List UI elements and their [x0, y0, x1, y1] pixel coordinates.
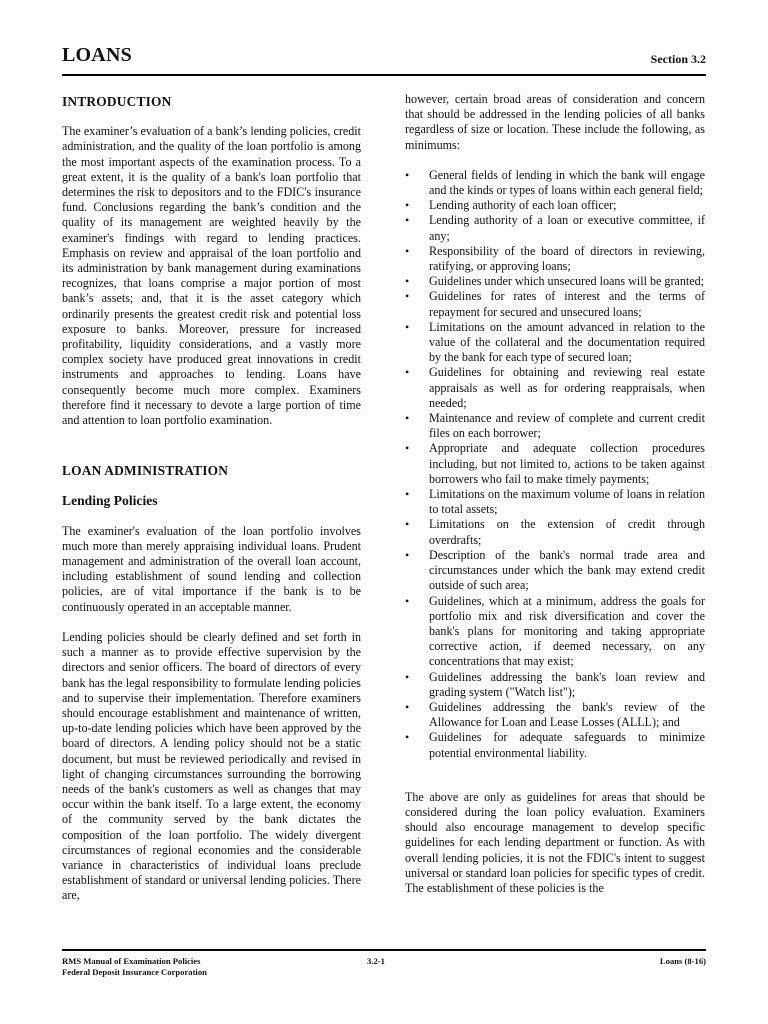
list-item: • Limitations on the extension of credit through overdrafts;: [405, 517, 705, 547]
lending-policies-paragraph-2: Lending policies should be clearly defined and set forth in such a manner as to provide effective supervision by the directors and senior officers. The board of directors of every bank has the legal responsibility to formulate lending policies and to supervise their implementation. Therefore examiners should encourage establishment and maintenance of written, up-to-date lending policies which have been approved by the board of directors. A lending policy should not be a static document, but must be reviewed periodically and revised in light of changing circumstances surrounding the borrowing needs of the bank's customers as well as changes that may occur within the bank itself. To a large extent, the economy of the community served by the bank dictates the composition of the loan portfolio. The widely divergent circumstances of regional economies and the considerable variance in characteristics of individual loans preclude establishment of standard or universal lending policies. There are,: [62, 629, 361, 903]
list-item: • Appropriate and adequate collection procedures including, but not limited to, actions to be taken against borrowers who fail to make timely payments;: [405, 441, 705, 487]
list-item: • General fields of lending in which the bank will engage and the kinds or types of loans within each general field;: [405, 168, 705, 198]
list-item: • Guidelines for obtaining and reviewing real estate appraisals as well as for ordering reappraisals, when needed;: [405, 365, 705, 411]
list-item: • Lending authority of each loan officer;: [405, 198, 705, 213]
footer-revision: Loans (8-16): [659, 956, 706, 966]
lending-policies-heading: Lending Policies: [62, 493, 158, 509]
minimums-bullet-list: [405, 168, 705, 761]
lending-policies-paragraph-1: The examiner's evaluation of the loan portfolio involves much more than merely appraising individual loans. Prudent management and administration of the overall loan account, including establishment of sound lending and collection policies, are of vital importance if the bank is to be continuously operated in an acceptable manner.: [62, 523, 361, 614]
list-item: • Guidelines under which unsecured loans will be granted;: [405, 274, 705, 289]
header-divider: [62, 74, 706, 76]
footer-manual-title: RMS Manual of Examination Policies: [62, 956, 201, 966]
page-title: LOANS: [62, 44, 132, 66]
footer-agency: Federal Deposit Insurance Corporation: [62, 967, 207, 977]
list-item: • Guidelines addressing the bank's review of the Allowance for Loan and Lease Losses (ALLL); and: [405, 700, 705, 730]
list-item: • Maintenance and review of complete and current credit files on each borrower;: [405, 411, 705, 441]
list-item: • Limitations on the maximum volume of loans in relation to total assets;: [405, 487, 705, 517]
list-item: • Responsibility of the board of directors in reviewing, ratifying, or approving loans;: [405, 244, 705, 274]
list-item: • Guidelines for adequate safeguards to minimize potential environmental liability.: [405, 730, 705, 760]
left-column: [62, 94, 361, 904]
footer-page-number: 3.2-1: [367, 956, 385, 966]
footer-divider: [62, 949, 706, 951]
list-item: • Guidelines, which at a minimum, address the goals for portfolio mix and risk diversification and cover the bank's plans for monitoring and taking appropriate corrective action, if deemed necessary, on any concentrations that may exist;: [405, 594, 705, 670]
introduction-paragraph: The examiner’s evaluation of a bank’s lending policies, credit administration, and the quality of the loan portfolio is among the most important aspects of the examination process. To a great extent, it is the quality of a bank's loan portfolio that determines the risk to depositors and to the FDIC's insurance fund. Conclusions regarding the bank’s condition and the quality of its management are weighted heavily by the examiner's findings with regard to lending practices. Emphasis on review and appraisal of the loan portfolio and its administration by bank management during examinations recognizes, that loans comprise a major portion of most bank’s assets; and, that it is the asset category which ordinarily presents the greatest credit risk and potential loss exposure to banks. Moreover, pressure for increased profitability, liquidity considerations, and a vastly more complex society have produced great innovations in credit instruments and approaches to lending. Loans have consequently become much more complex. Examiners therefore find it necessary to devote a large portion of time and attention to loan portfolio examination.: [62, 124, 361, 428]
closing-paragraph: The above are only as guidelines for areas that should be considered during the loan policy evaluation. Examiners should also encourage management to develop specific guidelines for each lending department or function. As with overall lending policies, it is not the FDIC's intent to suggest universal or standard loan policies for specific types of credit. The establishment of these policies is the: [405, 789, 705, 895]
minimums-intro-paragraph: however, certain broad areas of consideration and concern that should be addressed in the lending policies of all banks regardless of size or location. These include the following, as minimums:: [405, 92, 705, 152]
right-column: [405, 92, 705, 896]
introduction-heading: INTRODUCTION: [62, 94, 172, 109]
list-item: • Guidelines for rates of interest and the terms of repayment for secured and unsecured loans;: [405, 289, 705, 319]
list-item: • Description of the bank's normal trade area and circumstances under which the bank may extend credit outside of such area;: [405, 548, 705, 594]
list-item: • Lending authority of a loan or executive committee, if any;: [405, 213, 705, 243]
list-item: • Guidelines addressing the bank's loan review and grading system ("Watch list");: [405, 670, 705, 700]
section-number: Section 3.2: [650, 52, 706, 66]
list-item: • Limitations on the amount advanced in relation to the value of the collateral and the documentation required by the bank for each type of secured loan;: [405, 320, 705, 366]
loan-administration-heading: LOAN ADMINISTRATION: [62, 463, 229, 479]
